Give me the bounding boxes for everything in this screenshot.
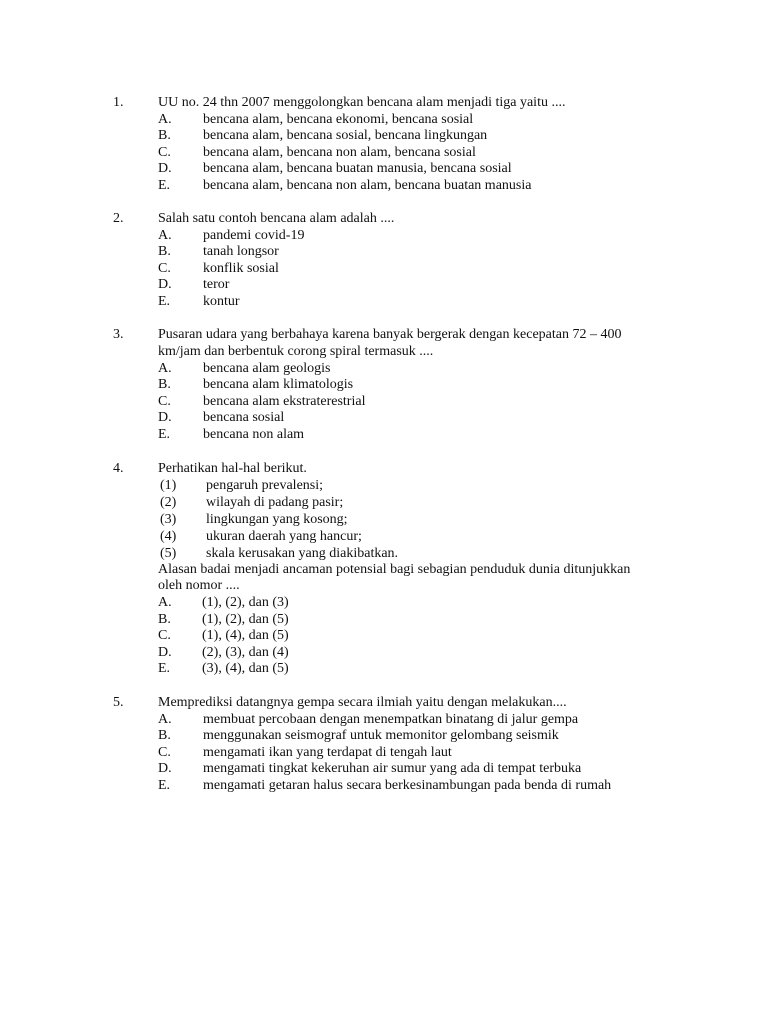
option-c bbox=[158, 393, 718, 410]
option-e bbox=[158, 777, 718, 794]
option-d bbox=[158, 760, 718, 777]
question-text-line-1: Pusaran udara yang berbahaya karena banyak bergerak dengan kecepatan 72 – 400 bbox=[158, 327, 622, 342]
option-text: membuat percobaan dengan menempatkan binatang di jalur gempa bbox=[203, 711, 579, 727]
option-letter: E. bbox=[158, 426, 171, 442]
question-text: UU no. 24 thn 2007 menggolongkan bencana alam menjadi tiga yaitu .... bbox=[158, 95, 566, 110]
option-text: bencana alam, bencana non alam, bencana sosial bbox=[203, 144, 476, 160]
option-letter: A. bbox=[158, 595, 172, 610]
option-letter: B. bbox=[158, 377, 171, 392]
option-letter: E. bbox=[158, 293, 171, 309]
option-letter: C. bbox=[158, 744, 171, 760]
option-text: mengamati ikan yang terdapat di tengah laut bbox=[203, 744, 452, 760]
option-letter: A. bbox=[158, 111, 172, 127]
question-number: 1. bbox=[113, 95, 124, 110]
question-number: 3. bbox=[113, 327, 124, 342]
statement-number: (4) bbox=[160, 529, 177, 544]
option-letter: B. bbox=[158, 728, 171, 743]
option-d bbox=[158, 160, 718, 177]
option-letter: C. bbox=[158, 260, 171, 276]
option-c bbox=[158, 627, 718, 644]
option-d bbox=[158, 644, 718, 661]
option-d bbox=[158, 276, 718, 293]
option-letter: C. bbox=[158, 144, 171, 160]
option-letter: D. bbox=[158, 644, 172, 660]
question-number: 5. bbox=[113, 695, 124, 710]
option-text: bencana alam, bencana sosial, bencana lingkungan bbox=[203, 128, 488, 143]
option-text: menggunakan seismograf untuk memonitor gelombang seismik bbox=[203, 728, 559, 743]
question-number: 2. bbox=[113, 211, 124, 226]
option-text: mengamati getaran halus secara berkesinambungan pada benda di rumah bbox=[203, 777, 612, 793]
statement-text: skala kerusakan yang diakibatkan. bbox=[206, 546, 399, 561]
option-b bbox=[158, 243, 718, 260]
option-letter: C. bbox=[158, 628, 171, 643]
option-a bbox=[158, 360, 718, 377]
option-text: (1), (4), dan (5) bbox=[202, 628, 289, 643]
option-text: pandemi covid-19 bbox=[203, 227, 305, 243]
option-text: bencana non alam bbox=[203, 426, 305, 442]
option-c bbox=[158, 260, 718, 277]
option-a bbox=[158, 711, 718, 728]
option-d bbox=[158, 409, 718, 426]
option-text: bencana alam klimatologis bbox=[203, 377, 354, 392]
question-text-line-2: km/jam dan berbentuk corong spiral termasuk .... bbox=[158, 344, 434, 359]
option-letter: A. bbox=[158, 360, 172, 376]
statement-4 bbox=[160, 528, 680, 545]
statement-number: (1) bbox=[160, 478, 177, 493]
option-b bbox=[158, 376, 718, 393]
option-a bbox=[158, 111, 718, 128]
option-a bbox=[158, 594, 718, 611]
option-text: (3), (4), dan (5) bbox=[202, 661, 289, 676]
question-followup-line-1: Alasan badai menjadi ancaman potensial bagi sebagian penduduk dunia ditunjukkan bbox=[158, 562, 631, 577]
statement-1 bbox=[160, 477, 680, 494]
statement-text: ukuran daerah yang hancur; bbox=[206, 529, 362, 544]
option-a bbox=[158, 227, 718, 244]
option-text: bencana alam ekstraterestrial bbox=[203, 393, 366, 409]
option-text: konflik sosial bbox=[203, 260, 279, 276]
option-text: kontur bbox=[203, 293, 240, 309]
option-letter: E. bbox=[158, 177, 171, 193]
option-letter: B. bbox=[158, 611, 171, 627]
option-c bbox=[158, 744, 718, 761]
option-e bbox=[158, 660, 718, 677]
option-text: bencana alam, bencana buatan manusia, bencana sosial bbox=[203, 161, 512, 176]
option-e bbox=[158, 293, 718, 310]
option-text: bencana sosial bbox=[203, 410, 285, 425]
option-text: (1), (2), dan (3) bbox=[202, 595, 289, 610]
option-text: teror bbox=[203, 277, 230, 292]
option-letter: D. bbox=[158, 410, 172, 425]
option-e bbox=[158, 426, 718, 443]
statement-5 bbox=[160, 545, 680, 562]
option-text: (1), (2), dan (5) bbox=[202, 611, 289, 627]
question-followup-line-2: oleh nomor .... bbox=[158, 578, 240, 593]
question-number: 4. bbox=[113, 461, 124, 476]
option-letter: D. bbox=[158, 277, 172, 292]
option-letter: B. bbox=[158, 128, 171, 143]
option-text: bencana alam, bencana ekonomi, bencana sosial bbox=[203, 111, 474, 127]
question-text: Perhatikan hal-hal berikut. bbox=[158, 461, 307, 476]
question-text: Memprediksi datangnya gempa secara ilmiah yaitu dengan melakukan.... bbox=[158, 695, 567, 710]
option-letter: E. bbox=[158, 661, 171, 676]
option-letter: A. bbox=[158, 227, 172, 243]
option-letter: E. bbox=[158, 777, 171, 793]
statement-text: wilayah di padang pasir; bbox=[206, 495, 344, 510]
option-text: tanah longsor bbox=[203, 244, 279, 259]
statement-number: (3) bbox=[160, 512, 177, 527]
option-text: bencana alam, bencana non alam, bencana buatan manusia bbox=[203, 177, 532, 193]
option-letter: D. bbox=[158, 161, 172, 176]
option-letter: C. bbox=[158, 393, 171, 409]
option-letter: A. bbox=[158, 711, 172, 727]
statement-2 bbox=[160, 494, 680, 511]
option-text: mengamati tingkat kekeruhan air sumur yang ada di tempat terbuka bbox=[203, 761, 582, 776]
statement-3 bbox=[160, 511, 680, 528]
option-b bbox=[158, 127, 718, 144]
statement-number: (2) bbox=[160, 495, 177, 510]
statement-text: lingkungan yang kosong; bbox=[206, 512, 348, 527]
option-letter: B. bbox=[158, 244, 171, 259]
option-b bbox=[158, 727, 718, 744]
option-letter: D. bbox=[158, 761, 172, 776]
statement-text: pengaruh prevalensi; bbox=[206, 478, 324, 493]
option-b bbox=[158, 611, 718, 628]
option-c bbox=[158, 144, 718, 161]
option-text: (2), (3), dan (4) bbox=[202, 644, 289, 660]
statement-number: (5) bbox=[160, 546, 177, 561]
option-e bbox=[158, 177, 718, 194]
question-text: Salah satu contoh bencana alam adalah .... bbox=[158, 211, 395, 226]
option-text: bencana alam geologis bbox=[203, 360, 331, 376]
